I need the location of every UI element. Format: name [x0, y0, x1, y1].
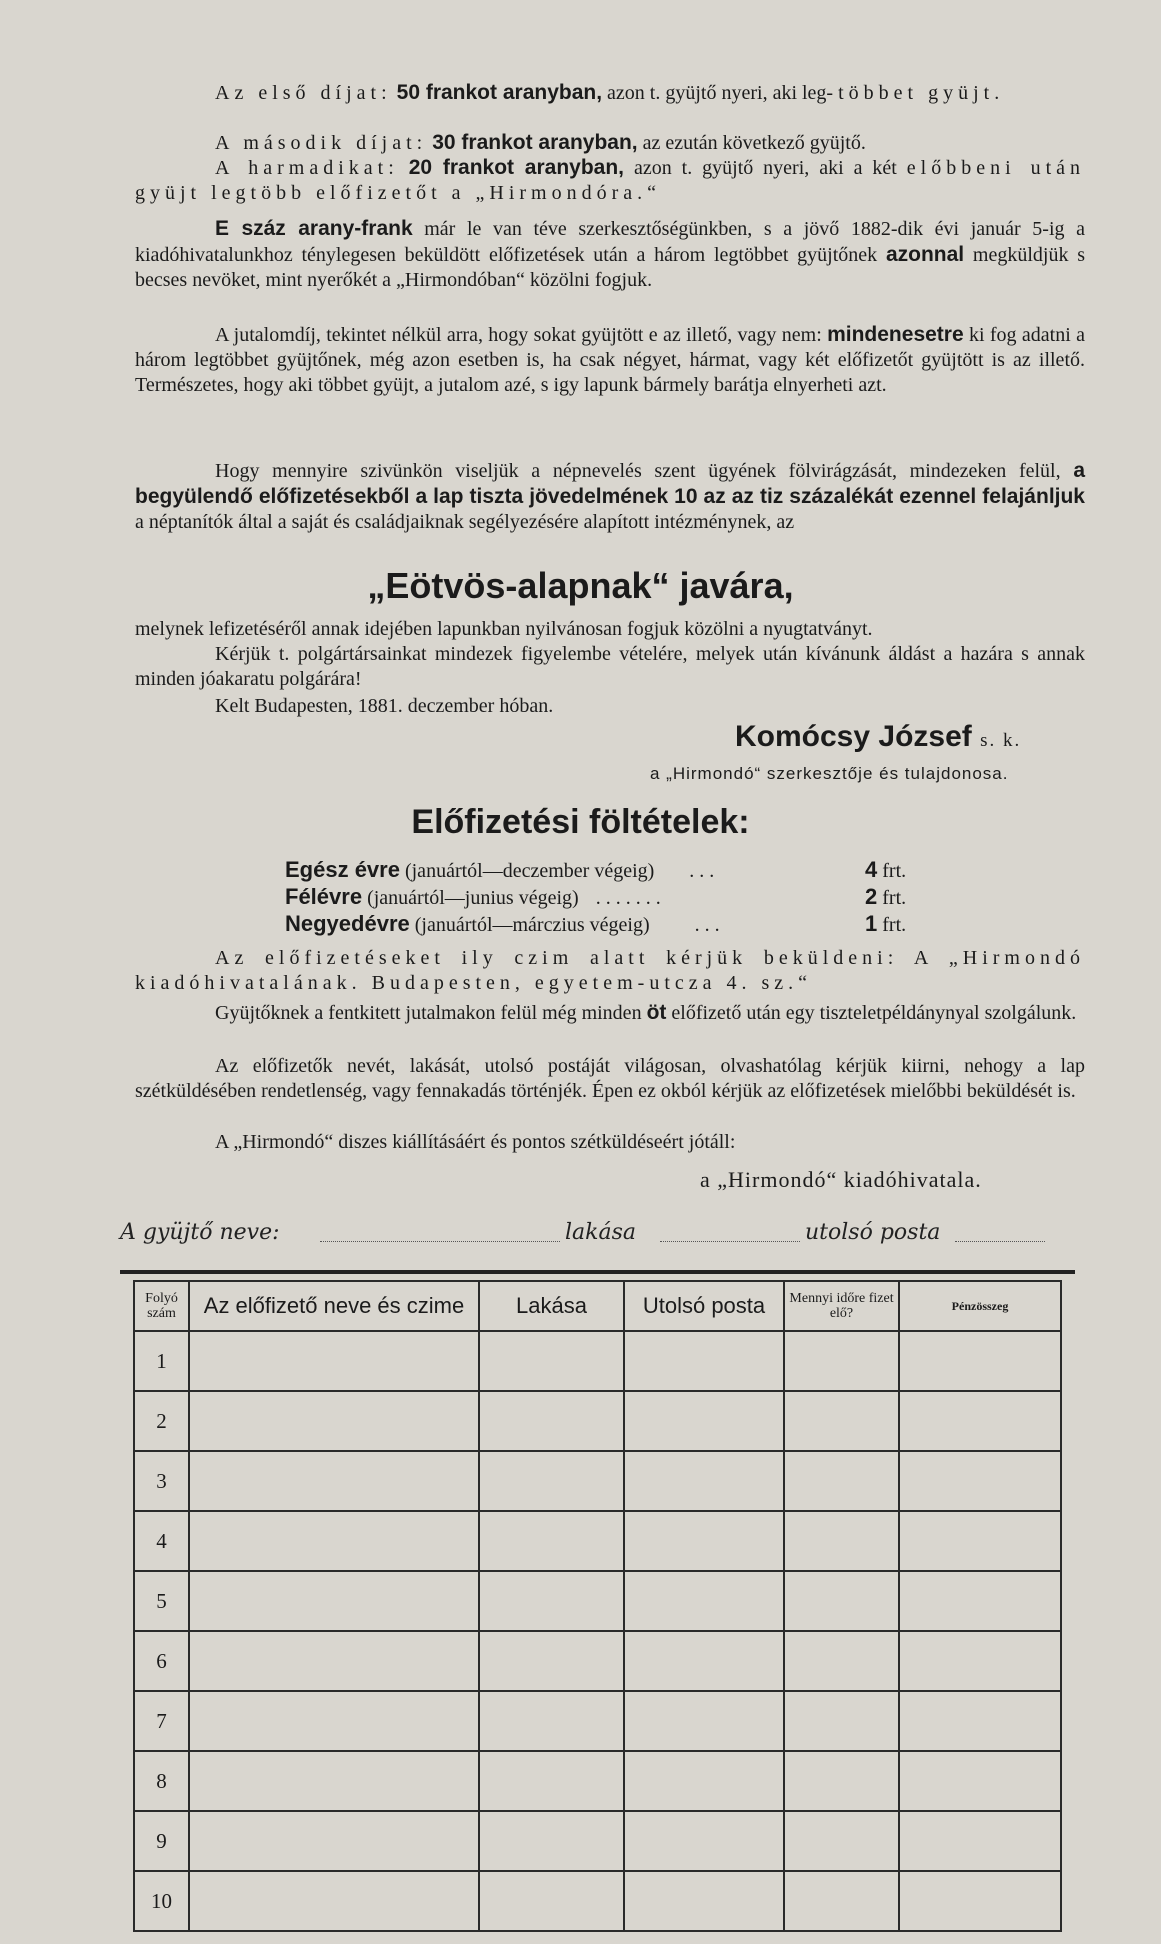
cell-post[interactable]: [624, 1391, 784, 1451]
collector-name-line: [320, 1241, 560, 1242]
prize-first: Az első díjat: 50 frankot aranyban, azon t. gyüjtő nyeri, aki leg- többet gyüjt.: [215, 81, 1005, 104]
collector-name-label: A gyüjtő neve:: [120, 1220, 280, 1245]
legibility-paragraph: Az előfizetők nevét, lakását, utolsó postáját világosan, olvashatólag kérjük kiirni, nehogy a lap szétküldésében rendetlenség, vagy fennakadás történjék. Épen ez okból kérjük az előfizetések mielőbbi beküldését is.: [135, 1055, 1085, 1102]
table-row: [134, 1871, 1061, 1931]
cell-name[interactable]: [189, 1811, 479, 1871]
request-paragraph: Kérjük t. polgártársainkat mindezek figyelembe vételére, melyek után kívánunk áldást a hazára s annak minden jóakaratu polgárára!: [135, 643, 1085, 690]
cell-amount[interactable]: [899, 1331, 1061, 1391]
cell-amount[interactable]: [899, 1571, 1061, 1631]
cell-post[interactable]: [624, 1871, 784, 1931]
cell-residence[interactable]: [479, 1691, 624, 1751]
subscriber-table: [133, 1280, 1062, 1932]
row-number: 4: [134, 1511, 189, 1571]
cell-amount[interactable]: [899, 1511, 1061, 1571]
prize-deposit: E száz arany-frank már le van téve szerkesztőségünkben, s a jövő 1882-dik évi január 5-ig a kiadóhivatalunkhoz ténylegesen beküldött előfizetések után a három legtöbbet gyüjtőnek azonnal megküldjük s becses nevöket, mint nyerőkét a „Hirmondóban“ közölni fogjuk.: [135, 217, 1086, 291]
cell-duration[interactable]: [784, 1871, 899, 1931]
cell-duration[interactable]: [784, 1691, 899, 1751]
cell-residence[interactable]: [479, 1871, 624, 1931]
row-number: 9: [134, 1811, 189, 1871]
row-number: 6: [134, 1631, 189, 1691]
fund-heading: „Eötvös-alapnak“ javára,: [367, 565, 794, 606]
cell-duration[interactable]: [784, 1811, 899, 1871]
prize-conditions: A jutalomdíj, tekintet nélkül arra, hogy sokat gyüjtött e az illető, vagy nem: mindenesetre ki fog adatni a három legtöbbet gyüjtőnek, még azon esetben is, ha csak négyet, hármat, vagy két előfizetőt gyüjtött is az illető. Természetes, hogy aki többet gyüjt, a jutalom azé, s igy lapunk bármely barátja elnyerheti azt.: [135, 323, 1085, 396]
cell-amount[interactable]: [899, 1691, 1061, 1751]
row-number: 5: [134, 1571, 189, 1631]
cell-residence[interactable]: [479, 1511, 624, 1571]
cell-name[interactable]: [189, 1511, 479, 1571]
cell-name[interactable]: [189, 1571, 479, 1631]
cell-residence[interactable]: [479, 1391, 624, 1451]
cell-name[interactable]: [189, 1451, 479, 1511]
tier-half: Félévre (januártól—junius végeig) . . . . . . .: [285, 884, 661, 909]
tier-half-price: 2 frt.: [865, 884, 907, 909]
address-paragraph: Az előfizetéseket ily czim alatt kérjük beküldeni: A „Hirmondó kiadóhivatalának. Budapesten, egyetem-utcza 4. sz.“: [135, 947, 1085, 994]
cell-post[interactable]: [624, 1691, 784, 1751]
cell-duration[interactable]: [784, 1571, 899, 1631]
cell-name[interactable]: [189, 1331, 479, 1391]
table-row: [134, 1331, 1061, 1391]
prize-third: A harmadikat: 20 frankot aranyban, azon t. gyüjtő nyeri, aki a két előbbeni után gyüjt legtöbb előfizetőt a „Hirmondóra.“: [135, 156, 1086, 204]
cell-duration[interactable]: [784, 1451, 899, 1511]
cell-post[interactable]: [624, 1751, 784, 1811]
table-row: [134, 1811, 1061, 1871]
publisher-office: a „Hirmondó“ kiadóhivatala.: [700, 1167, 982, 1192]
header-amount: Pénzösszeg: [899, 1281, 1061, 1331]
cell-amount[interactable]: [899, 1391, 1061, 1451]
cell-name[interactable]: [189, 1751, 479, 1811]
cell-post[interactable]: [624, 1631, 784, 1691]
guarantee-line: A „Hirmondó“ diszes kiállításáért és pontos szétküldéseért jótáll:: [215, 1131, 736, 1153]
bonus-paragraph: Gyüjtőknek a fentkitett jutalmakon felül még minden öt előfizető után egy tiszteletpéldánynyal szolgálunk.: [215, 1001, 1077, 1024]
cell-duration[interactable]: [784, 1331, 899, 1391]
row-number: 3: [134, 1451, 189, 1511]
table-header-row: [134, 1281, 1061, 1331]
donation-paragraph: Hogy mennyire szivünkön viseljük a népnevelés szent ügyének fölvirágzását, mindezeken felül, a begyülendő előfizetésekből a lap tiszta jövedelmének 10 az az tiz százalékát ezennel felajánljuk a néptanítók által a saját és családjaiknak segélyezésére alapított intézménynek, az: [135, 459, 1085, 533]
collector-residence-line: [660, 1241, 800, 1242]
tier-quarter-price: 1 frt.: [865, 911, 907, 936]
receipt-note: melynek lefizetéséről annak idejében lapunkban nyilvánosan fogjuk közölni a nyugtatványt.: [135, 618, 873, 640]
collector-residence-label: lakása: [565, 1220, 637, 1245]
table-row: [134, 1511, 1061, 1571]
cell-post[interactable]: [624, 1571, 784, 1631]
cell-name[interactable]: [189, 1691, 479, 1751]
prize-second: A második díjat: 30 frankot aranyban, az ezután következő gyüjtő.: [215, 131, 866, 154]
header-post: Utolsó posta: [624, 1281, 784, 1331]
header-number: Folyó szám: [134, 1281, 189, 1331]
row-number: 1: [134, 1331, 189, 1391]
table-row: [134, 1751, 1061, 1811]
cell-post[interactable]: [624, 1451, 784, 1511]
cell-post[interactable]: [624, 1331, 784, 1391]
cell-duration[interactable]: [784, 1751, 899, 1811]
cell-amount[interactable]: [899, 1751, 1061, 1811]
header-residence: Lakása: [479, 1281, 624, 1331]
row-number: 7: [134, 1691, 189, 1751]
table-row: [134, 1571, 1061, 1631]
row-number: 2: [134, 1391, 189, 1451]
header-name-address: Az előfizető neve és czime: [189, 1281, 479, 1331]
cell-residence[interactable]: [479, 1751, 624, 1811]
table-row: [134, 1691, 1061, 1751]
signature-role: a „Hirmondó“ szerkesztője és tulajdonosa.: [650, 764, 1009, 783]
cell-post[interactable]: [624, 1811, 784, 1871]
table-row: [134, 1631, 1061, 1691]
row-number: 8: [134, 1751, 189, 1811]
tier-quarter: Negyedévre (januártól—márczius végeig) . . .: [285, 911, 720, 936]
cell-amount[interactable]: [899, 1631, 1061, 1691]
terms-heading: Előfizetési föltételek:: [411, 803, 750, 841]
cell-residence[interactable]: [479, 1451, 624, 1511]
table-row: [134, 1391, 1061, 1451]
cell-residence[interactable]: [479, 1811, 624, 1871]
signature-name: Komócsy József s. k.: [735, 720, 1022, 753]
table-top-rule: [120, 1270, 1075, 1274]
cell-name[interactable]: [189, 1871, 479, 1931]
table-row: [134, 1451, 1061, 1511]
date-line: Kelt Budapesten, 1881. deczember hóban.: [215, 695, 554, 717]
tier-year: Egész évre (januártól—deczember végeig) . . .: [285, 857, 715, 882]
cell-post[interactable]: [624, 1511, 784, 1571]
cell-duration[interactable]: [784, 1631, 899, 1691]
cell-duration[interactable]: [784, 1391, 899, 1451]
cell-name[interactable]: [189, 1391, 479, 1451]
row-number: 10: [134, 1871, 189, 1931]
cell-residence[interactable]: [479, 1331, 624, 1391]
collector-post-label: utolsó posta: [805, 1220, 941, 1245]
cell-residence[interactable]: [479, 1571, 624, 1631]
cell-name[interactable]: [189, 1631, 479, 1691]
cell-duration[interactable]: [784, 1511, 899, 1571]
cell-amount[interactable]: [899, 1451, 1061, 1511]
cell-amount[interactable]: [899, 1811, 1061, 1871]
tier-year-price: 4 frt.: [865, 857, 907, 882]
collector-post-line: [955, 1241, 1045, 1242]
header-duration: Mennyi időre fizet elő?: [784, 1281, 899, 1331]
cell-residence[interactable]: [479, 1631, 624, 1691]
cell-amount[interactable]: [899, 1871, 1061, 1931]
